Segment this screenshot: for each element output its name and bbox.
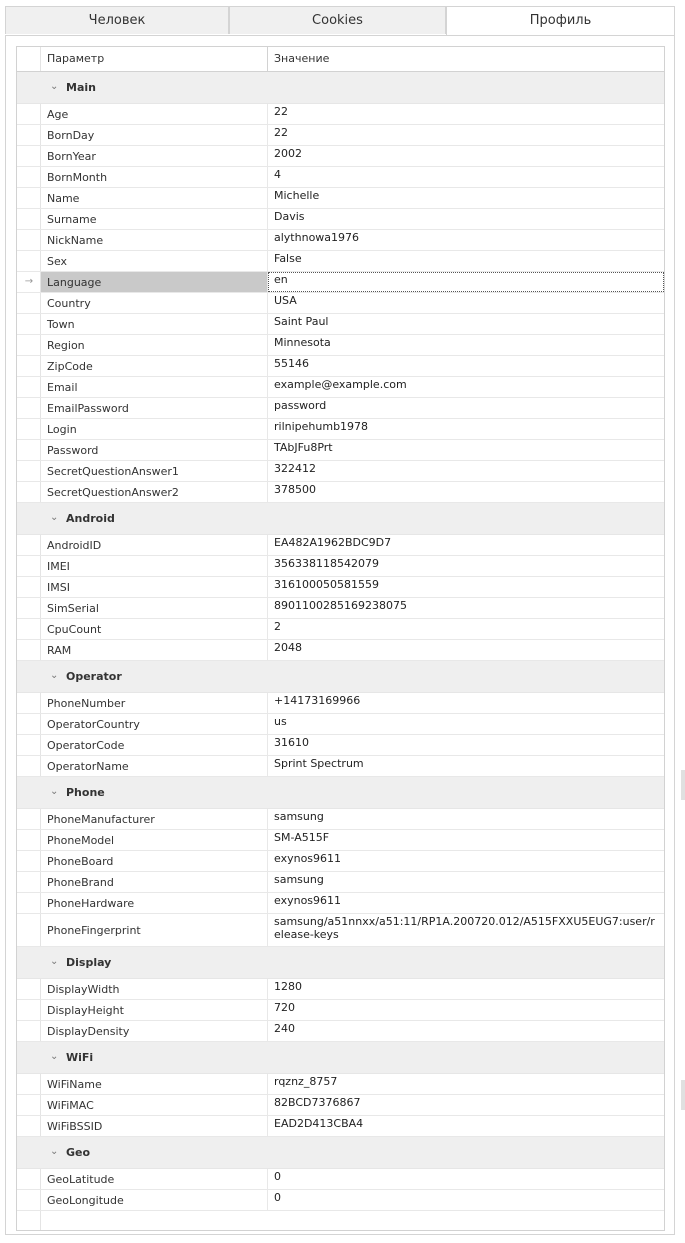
scrollbar-fragment bbox=[681, 1080, 685, 1110]
row-indicator bbox=[17, 188, 41, 208]
table-row[interactable] bbox=[17, 809, 664, 830]
row-indicator bbox=[17, 640, 41, 660]
param-cell[interactable]: BornMonth bbox=[41, 167, 268, 187]
row-indicator bbox=[17, 1169, 41, 1189]
row-indicator bbox=[17, 251, 41, 271]
group-row-phone[interactable] bbox=[17, 777, 664, 809]
param-cell[interactable]: Sex bbox=[41, 251, 268, 271]
param-cell[interactable]: ZipCode bbox=[41, 356, 268, 376]
table-row[interactable] bbox=[17, 619, 664, 640]
value-cell[interactable]: 55146 bbox=[274, 357, 309, 370]
group-row-main[interactable] bbox=[17, 72, 664, 104]
table-row[interactable] bbox=[17, 104, 664, 125]
param-cell[interactable]: Name bbox=[41, 188, 268, 208]
param-cell[interactable]: PhoneModel bbox=[41, 830, 268, 850]
grid-rows bbox=[17, 72, 664, 1211]
param-cell[interactable]: OperatorCountry bbox=[41, 714, 268, 734]
row-indicator bbox=[17, 356, 41, 376]
param-cell[interactable]: PhoneNumber bbox=[41, 693, 268, 713]
row-indicator bbox=[17, 1074, 41, 1094]
value-cell[interactable]: +14173169966 bbox=[274, 694, 361, 707]
table-row[interactable] bbox=[17, 356, 664, 377]
row-indicator bbox=[17, 1190, 41, 1210]
row-indicator bbox=[17, 872, 41, 892]
param-cell[interactable]: CpuCount bbox=[41, 619, 268, 639]
row-indicator bbox=[17, 756, 41, 776]
table-row[interactable] bbox=[17, 1000, 664, 1021]
row-indicator bbox=[17, 125, 41, 145]
value-cell[interactable]: 22 bbox=[274, 126, 288, 139]
value-cell[interactable]: Sprint Spectrum bbox=[274, 757, 364, 770]
value-cell[interactable]: 240 bbox=[274, 1022, 295, 1035]
table-row[interactable] bbox=[17, 209, 664, 230]
param-cell[interactable]: SecretQuestionAnswer1 bbox=[41, 461, 268, 481]
profile-grid bbox=[16, 46, 665, 1231]
chevron-down-icon[interactable]: ⌄ bbox=[50, 512, 59, 523]
table-row[interactable] bbox=[17, 756, 664, 777]
table-row[interactable] bbox=[17, 1021, 664, 1042]
row-indicator bbox=[17, 1021, 41, 1041]
param-cell[interactable]: Login bbox=[41, 419, 268, 439]
value-cell[interactable]: 0 bbox=[274, 1191, 281, 1204]
value-cell[interactable]: 356338118542079 bbox=[274, 557, 379, 570]
param-cell[interactable]: WiFiMAC bbox=[41, 1095, 268, 1115]
param-cell[interactable]: DisplayHeight bbox=[41, 1000, 268, 1020]
param-cell[interactable]: OperatorName bbox=[41, 756, 268, 776]
group-label: Android bbox=[66, 512, 115, 525]
table-row[interactable] bbox=[17, 1190, 664, 1211]
table-row[interactable] bbox=[17, 125, 664, 146]
value-cell[interactable]: rilnipehumb1978 bbox=[274, 420, 369, 433]
value-cell[interactable]: 22 bbox=[274, 105, 288, 118]
table-row[interactable] bbox=[17, 872, 664, 893]
row-indicator bbox=[17, 398, 41, 418]
group-label: Main bbox=[66, 81, 96, 94]
param-cell[interactable]: IMSI bbox=[41, 577, 268, 597]
row-indicator bbox=[17, 209, 41, 229]
tab-person[interactable]: Человек bbox=[5, 6, 229, 34]
row-indicator bbox=[17, 1000, 41, 1020]
value-cell[interactable]: False bbox=[274, 252, 302, 265]
value-cell[interactable]: 0 bbox=[274, 1170, 281, 1183]
table-row[interactable] bbox=[17, 293, 664, 314]
row-indicator bbox=[17, 230, 41, 250]
table-row[interactable] bbox=[17, 830, 664, 851]
table-row[interactable] bbox=[17, 640, 664, 661]
param-cell[interactable]: WiFiName bbox=[41, 1074, 268, 1094]
row-indicator bbox=[17, 419, 41, 439]
param-cell[interactable]: PhoneManufacturer bbox=[41, 809, 268, 829]
table-row[interactable] bbox=[17, 440, 664, 461]
value-cell[interactable]: Minnesota bbox=[274, 336, 331, 349]
param-cell[interactable]: DisplayWidth bbox=[41, 979, 268, 999]
value-cell[interactable]: 378500 bbox=[274, 483, 316, 496]
value-cell[interactable]: 316100050581559 bbox=[274, 578, 379, 591]
table-row[interactable] bbox=[17, 598, 664, 619]
row-indicator bbox=[17, 335, 41, 355]
table-row[interactable] bbox=[17, 461, 664, 482]
table-row[interactable] bbox=[17, 251, 664, 272]
row-indicator bbox=[17, 167, 41, 187]
table-row[interactable] bbox=[17, 556, 664, 577]
value-cell[interactable]: 1280 bbox=[274, 980, 302, 993]
chevron-down-icon[interactable]: ⌄ bbox=[50, 1051, 59, 1062]
chevron-down-icon[interactable]: ⌄ bbox=[50, 1146, 59, 1157]
table-row[interactable] bbox=[17, 693, 664, 714]
param-cell[interactable]: BornDay bbox=[41, 125, 268, 145]
row-indicator bbox=[17, 598, 41, 618]
table-row[interactable] bbox=[17, 335, 664, 356]
value-cell[interactable]: 2002 bbox=[274, 147, 302, 160]
row-indicator bbox=[17, 893, 41, 913]
value-cell[interactable]: 2048 bbox=[274, 641, 302, 654]
group-label: Operator bbox=[66, 670, 122, 683]
param-cell[interactable]: PhoneHardware bbox=[41, 893, 268, 913]
group-row-geo[interactable] bbox=[17, 1137, 664, 1169]
row-indicator bbox=[17, 293, 41, 313]
param-cell[interactable]: SecretQuestionAnswer2 bbox=[41, 482, 268, 502]
value-cell[interactable]: USA bbox=[274, 294, 297, 307]
param-cell[interactable]: OperatorCode bbox=[41, 735, 268, 755]
param-cell[interactable]: DisplayDensity bbox=[41, 1021, 268, 1041]
value-cell[interactable]: rqznz_8757 bbox=[274, 1075, 338, 1088]
arrow-right-icon: → bbox=[24, 276, 34, 287]
row-indicator bbox=[17, 619, 41, 639]
table-row[interactable] bbox=[17, 1169, 664, 1190]
row-indicator bbox=[17, 146, 41, 166]
column-header-value[interactable]: Значение bbox=[274, 52, 330, 65]
group-label: WiFi bbox=[66, 1051, 94, 1064]
scrollbar-fragment bbox=[681, 770, 685, 800]
row-indicator bbox=[17, 914, 41, 946]
table-row[interactable] bbox=[17, 914, 664, 947]
param-cell[interactable]: Language bbox=[41, 272, 268, 292]
group-label: Geo bbox=[66, 1146, 91, 1159]
value-cell[interactable]: EA482A1962BDC9D7 bbox=[274, 536, 392, 549]
value-cell[interactable]: EAD2D413CBA4 bbox=[274, 1117, 364, 1130]
table-row[interactable] bbox=[17, 314, 664, 335]
value-cell[interactable]: 720 bbox=[274, 1001, 295, 1014]
row-indicator bbox=[17, 1116, 41, 1136]
tab-profile[interactable]: Профиль bbox=[446, 6, 675, 36]
param-cell[interactable]: Region bbox=[41, 335, 268, 355]
param-cell[interactable]: GeoLongitude bbox=[41, 1190, 268, 1210]
row-indicator bbox=[17, 735, 41, 755]
param-cell[interactable]: RAM bbox=[41, 640, 268, 660]
table-row[interactable] bbox=[17, 535, 664, 556]
row-indicator bbox=[17, 556, 41, 576]
row-indicator bbox=[17, 809, 41, 829]
table-row[interactable] bbox=[17, 979, 664, 1000]
group-row-wifi[interactable] bbox=[17, 1042, 664, 1074]
param-cell[interactable]: Town bbox=[41, 314, 268, 334]
table-row[interactable] bbox=[17, 1074, 664, 1095]
value-cell[interactable]: 4 bbox=[274, 168, 281, 181]
value-cell[interactable]: samsung/a51nnxx/a51:11/RP1A.200720.012/A515FXXU5EUG7:user/release-keys bbox=[274, 915, 655, 941]
value-cell[interactable]: exynos9611 bbox=[274, 852, 342, 865]
param-cell[interactable]: WiFiBSSID bbox=[41, 1116, 268, 1136]
table-row[interactable] bbox=[17, 272, 664, 293]
value-cell[interactable]: Michelle bbox=[274, 189, 320, 202]
value-cell[interactable]: en bbox=[268, 272, 664, 292]
value-cell[interactable]: TAbJFu8Prt bbox=[274, 441, 333, 454]
group-row-android[interactable] bbox=[17, 503, 664, 535]
value-cell[interactable]: 8901100285169238075 bbox=[274, 599, 407, 612]
row-indicator bbox=[17, 482, 41, 502]
column-header-parameter[interactable]: Параметр bbox=[41, 47, 268, 71]
table-row[interactable] bbox=[17, 714, 664, 735]
row-indicator bbox=[17, 535, 41, 555]
value-cell[interactable]: us bbox=[274, 715, 287, 728]
tab-cookies[interactable]: Cookies bbox=[229, 6, 446, 34]
table-row[interactable] bbox=[17, 893, 664, 914]
chevron-down-icon[interactable]: ⌄ bbox=[50, 670, 59, 681]
table-row[interactable] bbox=[17, 851, 664, 872]
header-corner bbox=[17, 47, 41, 72]
chevron-down-icon[interactable]: ⌄ bbox=[50, 956, 59, 967]
table-row[interactable] bbox=[17, 1095, 664, 1116]
param-cell[interactable]: Country bbox=[41, 293, 268, 313]
param-cell[interactable]: PhoneBoard bbox=[41, 851, 268, 871]
table-row[interactable] bbox=[17, 230, 664, 251]
table-row[interactable] bbox=[17, 577, 664, 598]
value-cell[interactable]: alythnowa1976 bbox=[274, 231, 360, 244]
param-cell[interactable]: GeoLatitude bbox=[41, 1169, 268, 1189]
row-indicator bbox=[17, 979, 41, 999]
param-cell[interactable]: PhoneFingerprint bbox=[41, 914, 268, 946]
table-row[interactable] bbox=[17, 398, 664, 419]
table-row[interactable] bbox=[17, 146, 664, 167]
value-cell[interactable]: exynos9611 bbox=[274, 894, 342, 907]
param-cell[interactable]: NickName bbox=[41, 230, 268, 250]
param-cell[interactable]: Password bbox=[41, 440, 268, 460]
group-label: Phone bbox=[66, 786, 105, 799]
value-cell[interactable]: Saint Paul bbox=[274, 315, 329, 328]
row-indicator bbox=[17, 693, 41, 713]
row-indicator bbox=[17, 714, 41, 734]
row-indicator bbox=[17, 440, 41, 460]
param-cell[interactable]: EmailPassword bbox=[41, 398, 268, 418]
row-indicator bbox=[17, 830, 41, 850]
row-indicator bbox=[17, 314, 41, 334]
param-cell[interactable]: IMEI bbox=[41, 556, 268, 576]
group-row-operator[interactable] bbox=[17, 661, 664, 693]
chevron-down-icon[interactable]: ⌄ bbox=[50, 786, 59, 797]
param-cell[interactable]: BornYear bbox=[41, 146, 268, 166]
table-row[interactable] bbox=[17, 377, 664, 398]
value-cell[interactable]: password bbox=[274, 399, 327, 412]
param-cell[interactable]: Email bbox=[41, 377, 268, 397]
row-indicator bbox=[17, 104, 41, 124]
param-cell[interactable]: SimSerial bbox=[41, 598, 268, 618]
param-cell[interactable]: Surname bbox=[41, 209, 268, 229]
value-cell[interactable]: SM-A515F bbox=[274, 831, 330, 844]
row-indicator bbox=[17, 377, 41, 397]
value-cell[interactable]: 82BCD7376867 bbox=[274, 1096, 361, 1109]
row-indicator bbox=[17, 577, 41, 597]
grid-header bbox=[41, 47, 664, 72]
value-cell[interactable]: Davis bbox=[274, 210, 305, 223]
row-indicator bbox=[17, 851, 41, 871]
param-cell[interactable]: PhoneBrand bbox=[41, 872, 268, 892]
table-row[interactable] bbox=[17, 419, 664, 440]
table-row[interactable] bbox=[17, 1116, 664, 1137]
group-label: Display bbox=[66, 956, 112, 969]
param-cell[interactable]: AndroidID bbox=[41, 535, 268, 555]
value-cell[interactable]: 2 bbox=[274, 620, 281, 633]
row-indicator bbox=[17, 1095, 41, 1115]
value-cell[interactable]: samsung bbox=[274, 873, 324, 886]
table-row[interactable] bbox=[17, 188, 664, 209]
chevron-down-icon[interactable]: ⌄ bbox=[50, 81, 59, 92]
table-row[interactable] bbox=[17, 167, 664, 188]
value-cell[interactable]: 322412 bbox=[274, 462, 316, 475]
group-row-display[interactable] bbox=[17, 947, 664, 979]
row-indicator bbox=[17, 461, 41, 481]
tab-strip bbox=[5, 6, 675, 36]
table-row[interactable] bbox=[17, 482, 664, 503]
value-cell[interactable]: samsung bbox=[274, 810, 324, 823]
param-cell[interactable]: Age bbox=[41, 104, 268, 124]
table-row[interactable] bbox=[17, 735, 664, 756]
value-cell[interactable]: example@example.com bbox=[274, 378, 407, 391]
value-cell[interactable]: 31610 bbox=[274, 736, 309, 749]
